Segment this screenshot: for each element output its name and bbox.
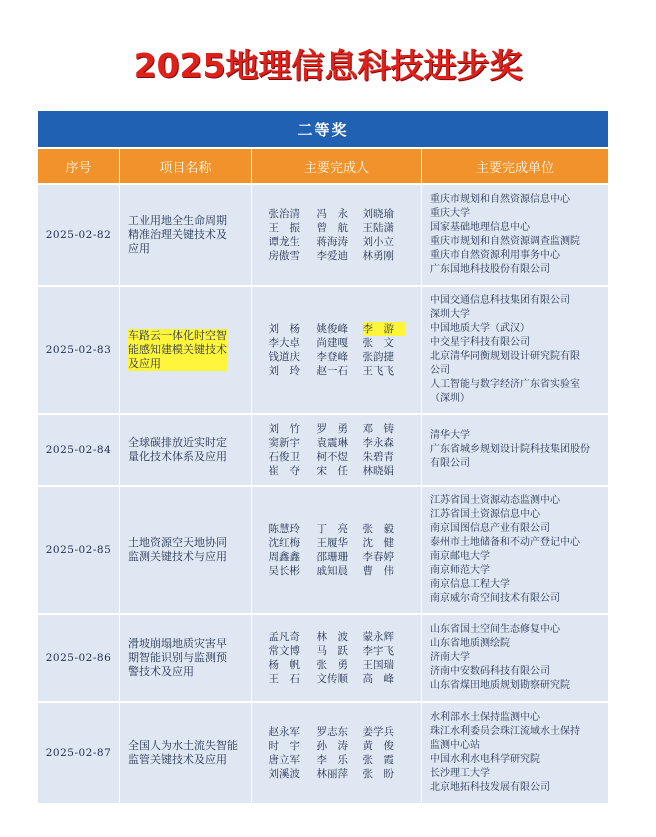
person: 戚知晨 [316, 565, 348, 577]
person: 王国瑞 [362, 659, 394, 671]
people-cell [252, 487, 422, 613]
orgs-cell [422, 185, 608, 285]
table-row [38, 285, 608, 413]
org: 南京师范大学 [430, 565, 490, 576]
org: 济南中安数码科技有限公司 [430, 666, 550, 677]
person: 姜学兵 [362, 726, 394, 738]
person: 周鑫鑫 [268, 551, 300, 563]
person: 吴长彬 [268, 565, 300, 577]
person: 张 文 [362, 337, 394, 349]
person: 林 波 [316, 631, 348, 643]
org: 中国地质大学（武汉） [430, 323, 530, 334]
person: 王飞飞 [362, 365, 394, 377]
person: 刘 竹 [268, 423, 300, 435]
person: 杨 帆 [268, 659, 300, 671]
project-name-line: 及应用 [128, 357, 161, 370]
project-name [120, 615, 252, 701]
org: （深圳） [430, 393, 470, 404]
person: 文传顺 [316, 673, 348, 685]
header-main-people: 主要完成人 [252, 149, 422, 183]
table-row [38, 413, 608, 485]
orgs-cell [422, 487, 608, 613]
org: 有限公司 [430, 458, 470, 469]
org: 重庆大学 [430, 208, 470, 219]
person: 赵一石 [316, 365, 348, 377]
person: 刘晓瑜 [362, 208, 394, 220]
person: 唐立军 [268, 754, 300, 766]
project-name-line: 全国人为水土流失智能 [128, 739, 238, 752]
org: 重庆市自然资源利用事务中心 [430, 250, 560, 261]
person: 崔 夺 [268, 465, 300, 477]
row-number: 2025-02-82 [38, 185, 120, 285]
org: 南京信息工程大学 [430, 579, 510, 590]
person: 蒋海涛 [316, 236, 348, 248]
org: 广东省城乡规划设计院科技集团股份 [430, 444, 590, 455]
person: 钱道庆 [268, 351, 300, 363]
orgs-cell [422, 703, 608, 803]
project-name-line: 精准治理关键技术及 [128, 228, 227, 241]
table-row [38, 701, 608, 803]
row-number: 2025-02-86 [38, 615, 120, 701]
highlight-mark [128, 329, 227, 371]
person: 罗志东 [316, 726, 348, 738]
people-cell [252, 703, 422, 803]
person: 王陆潇 [362, 222, 394, 234]
person: 王 振 [268, 222, 300, 234]
project-name-line: 监管关键技术及应用 [128, 753, 227, 766]
person: 房傲雪 [268, 250, 300, 262]
table-row [38, 183, 608, 285]
person: 丁 亮 [316, 523, 348, 535]
project-name [120, 703, 252, 803]
org: 重庆市规划和自然资源调查监测院 [430, 236, 580, 247]
people-cell [252, 185, 422, 285]
row-number: 2025-02-87 [38, 703, 120, 803]
award-level-banner: 二等奖 [38, 111, 608, 149]
table-row [38, 613, 608, 701]
org: 重庆市规划和自然资源信息中心 [430, 194, 570, 205]
org: 中交星宇科技有限公司 [430, 337, 530, 348]
person: 尚建嘎 [316, 337, 348, 349]
person: 林晓娟 [362, 465, 394, 477]
project-name [120, 487, 252, 613]
person: 李登峰 [316, 351, 348, 363]
row-number: 2025-02-85 [38, 487, 120, 613]
header-no: 序号 [38, 149, 120, 183]
person: 曹 伟 [362, 565, 394, 577]
project-name-line: 土地资源空天地协同 [128, 536, 227, 549]
person: 宋 任 [316, 465, 348, 477]
project-name-line: 全球碳排放近实时定 [128, 436, 227, 449]
project-name-line: 滑坡崩塌地质灾害早 [128, 637, 227, 650]
org: 江苏省国土资源动态监测中心 [430, 495, 560, 506]
person: 高 峰 [362, 673, 394, 685]
person: 李大卓 [268, 337, 300, 349]
org: 公司 [430, 365, 450, 376]
person: 黄 俊 [362, 740, 394, 752]
person: 王履华 [316, 537, 348, 549]
person: 张治清 [268, 208, 300, 220]
table-row [38, 485, 608, 613]
org: 广东国地科技股份有限公司 [430, 264, 550, 275]
org: 长沙理工大学 [430, 768, 490, 779]
project-name-line: 监测关键技术与应用 [128, 550, 227, 563]
person: 刘小立 [362, 236, 394, 248]
person: 邓 铸 [362, 423, 394, 435]
org: 山东省国土空间生态修复中心 [430, 624, 560, 635]
person: 姚俊峰 [316, 323, 348, 335]
person: 刘 玲 [268, 365, 300, 377]
org: 中国交通信息科技集团有限公司 [430, 295, 570, 306]
org: 水利部水土保持监测中心 [430, 712, 540, 723]
project-name-line: 期智能识别与监测预 [128, 651, 227, 664]
org: 清华大学 [430, 430, 470, 441]
project-name-line: 量化技术体系及应用 [128, 450, 227, 463]
person: 时 宇 [268, 740, 300, 752]
person: 刘 杨 [268, 323, 300, 335]
person: 李 乐 [316, 754, 348, 766]
person: 刘溪波 [268, 768, 300, 780]
person: 张韵捷 [362, 351, 394, 363]
row-number: 2025-02-84 [38, 415, 120, 485]
org: 江苏省国土资源信息中心 [430, 509, 540, 520]
person: 窦新宇 [268, 437, 300, 449]
person: 林勇刚 [362, 250, 394, 262]
person: 孟凡奇 [268, 631, 300, 643]
person: 朱碧青 [362, 451, 394, 463]
org: 南京国图信息产业有限公司 [430, 523, 550, 534]
person: 李宇飞 [362, 645, 394, 657]
table-header [38, 149, 608, 183]
project-name-line: 工业用地全生命周期 [128, 214, 227, 227]
person: 曾 航 [316, 222, 348, 234]
orgs-cell [422, 415, 608, 485]
person: 张 毅 [362, 523, 394, 535]
person: 张 霞 [362, 754, 394, 766]
project-name [120, 185, 252, 285]
orgs-cell [422, 287, 608, 413]
person: 冯 永 [316, 208, 348, 220]
people-cell [252, 615, 422, 701]
person: 谭龙生 [268, 236, 300, 248]
org: 监测中心站 [430, 740, 480, 751]
person: 马 跃 [316, 645, 348, 657]
project-name [120, 287, 252, 413]
header-main-orgs: 主要完成单位 [475, 160, 554, 176]
person: 林丽萍 [316, 768, 348, 780]
person: 赵永军 [268, 726, 300, 738]
org: 北京清华同衡规划设计研究院有限 [430, 351, 580, 362]
orgs-cell [422, 615, 608, 701]
org: 中国水利水电科学研究院 [430, 754, 540, 765]
project-name-line: 车路云一体化时空智 [128, 329, 227, 342]
award-table [38, 111, 608, 803]
person-highlighted: 李 游 [363, 322, 405, 336]
person: 袁震琳 [316, 437, 348, 449]
org: 珠江水利委员会珠江流域水土保持 [430, 726, 580, 737]
project-name-line: 能感知建模关键技术 [128, 343, 227, 356]
project-name-line: 应用 [128, 242, 150, 255]
org: 山东省煤田地质规划勘察研究院 [430, 680, 570, 691]
person: 孙 涛 [316, 740, 348, 752]
org: 南京邮电大学 [430, 551, 490, 562]
person: 李永森 [362, 437, 394, 449]
person: 李爱迪 [316, 250, 348, 262]
person: 王 石 [268, 673, 300, 685]
person: 柯不煜 [316, 451, 348, 463]
people-cell [252, 287, 422, 413]
header-project-name: 项目名称 [120, 149, 252, 183]
person: 沈 健 [362, 537, 394, 549]
person: 常文博 [268, 645, 300, 657]
row-number: 2025-02-83 [38, 287, 120, 413]
person: 陈慧玲 [268, 523, 300, 535]
person: 沈红梅 [268, 537, 300, 549]
org: 深圳大学 [430, 309, 470, 320]
org: 南京威尔奇空间技术有限公司 [430, 593, 560, 604]
org: 泰州市土地储备和不动产登记中心 [430, 537, 580, 548]
person: 张 盼 [362, 768, 394, 780]
project-name-line: 警技术及应用 [128, 665, 194, 678]
person: 蒙永辉 [362, 631, 394, 643]
person: 罗 勇 [316, 423, 348, 435]
org: 人工智能与数字经济广东省实验室 [430, 379, 580, 390]
org: 国家基础地理信息中心 [430, 222, 530, 233]
org: 济南大学 [430, 652, 470, 663]
org: 北京地拓科技发展有限公司 [430, 782, 550, 793]
person: 张 勇 [316, 659, 348, 671]
people-cell [252, 415, 422, 485]
person: 邵珊珊 [316, 551, 348, 563]
project-name [120, 415, 252, 485]
page-title: 2025地理信息科技进步奖 [133, 46, 523, 85]
person: 李春婷 [362, 551, 394, 563]
person: 石俊卫 [268, 451, 300, 463]
org: 山东省地质测绘院 [430, 638, 510, 649]
